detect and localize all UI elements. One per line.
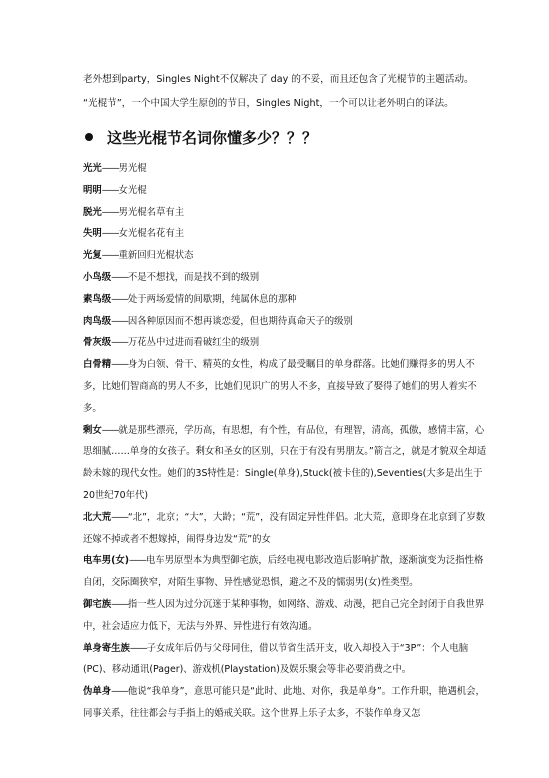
glossary-entry bbox=[83, 638, 487, 682]
glossary-entry bbox=[83, 180, 487, 202]
entry-definition: 女光棍名花有主 bbox=[118, 228, 185, 240]
entry-definition: 女光棍 bbox=[118, 184, 147, 196]
entry-term: 骨灰级 bbox=[83, 337, 112, 349]
entry-definition: 子女成年后仍与父母同住，借以节省生活开支，收入却投入于“3P”：个人电脑(PC)、移动通讯(Pager)、游戏机(Playstation)及娱乐聚会等非必要消费之中。 bbox=[83, 642, 469, 676]
entry-separator: —— bbox=[111, 359, 128, 371]
glossary-entry bbox=[83, 267, 487, 289]
entry-separator: —— bbox=[129, 642, 147, 654]
entry-term: 素鸟级 bbox=[83, 293, 112, 305]
entry-term: 失明 bbox=[83, 228, 102, 240]
glossary-entry bbox=[83, 354, 487, 419]
glossary-entry bbox=[83, 594, 487, 638]
entry-separator: —— bbox=[101, 184, 119, 196]
entry-term: 光复 bbox=[83, 250, 102, 262]
section-heading bbox=[83, 124, 487, 150]
entry-term: 剩女 bbox=[83, 424, 102, 436]
entry-separator: —— bbox=[111, 337, 128, 349]
bullet-icon bbox=[85, 133, 93, 141]
entry-separator: —— bbox=[111, 293, 128, 305]
glossary-entry bbox=[83, 289, 487, 311]
glossary-entry bbox=[83, 332, 487, 354]
entry-term: 伪单身 bbox=[83, 686, 112, 698]
entry-definition: 男光棍名草有主 bbox=[118, 206, 185, 218]
entry-separator: —— bbox=[101, 228, 119, 240]
intro-line-2: “光棍节”，一个中国大学生原创的节日，Singles Night，一个可以让老外明白的译法。 bbox=[83, 98, 454, 109]
glossary-entry bbox=[83, 681, 487, 725]
entry-term: 电车男(女) bbox=[83, 555, 130, 567]
entry-term: 御宅族 bbox=[83, 598, 112, 610]
entry-separator: —— bbox=[111, 271, 128, 283]
glossary-list bbox=[83, 158, 487, 725]
section-heading-text: 这些光棍节名词你懂多少？？？ bbox=[107, 128, 318, 147]
glossary-entry bbox=[83, 420, 487, 507]
glossary-entry bbox=[83, 202, 487, 224]
intro-line-1: 老外想到party，Singles Night不仅解决了 day 的不妥，而且还包含了光棍节的主题活动。 bbox=[83, 74, 474, 85]
entry-separator: —— bbox=[111, 598, 128, 610]
entry-definition: 因各种原因而不想再谈恋爱，但也期待真命天子的级别 bbox=[127, 315, 353, 327]
entry-separator: —— bbox=[111, 686, 128, 698]
glossary-entry bbox=[83, 223, 487, 245]
entry-term: 白骨精 bbox=[83, 359, 112, 371]
entry-term: 脱光 bbox=[83, 206, 102, 218]
glossary-entry bbox=[83, 311, 487, 333]
entry-definition: 他说“我单身”，意思可能只是“此时、此地、对你，我是单身”。工作升职，艳遇机会，同事关系，往往都会与手指上的婚戒关联。这个世界上乐子太多，不装作单身又怎 bbox=[83, 686, 485, 719]
glossary-entry bbox=[83, 550, 487, 594]
glossary-entry bbox=[83, 507, 487, 551]
entry-definition: 处于两场爱情的间歇期，纯属休息的那种 bbox=[127, 293, 297, 305]
entry-separator: —— bbox=[101, 163, 119, 174]
entry-separator: —— bbox=[111, 315, 128, 327]
entry-definition: “北”，北京；“大”，大龄；“荒”，没有固定异性伴侣。北大荒，意即身在北京到了岁数还嫁不掉或者不想嫁掉，闹得身边发“荒”的女 bbox=[83, 511, 486, 545]
entry-definition: 重新回归光棍状态 bbox=[118, 250, 194, 262]
entry-definition: 指一些人因为过分沉迷于某种事物，如网络、游戏、动漫，把自己完全封闭于自我世界中，社会适应力低下，无法与外界、异性进行有效沟通。 bbox=[83, 598, 485, 632]
entry-separator: —— bbox=[111, 511, 128, 523]
entry-term: 光光 bbox=[83, 163, 102, 174]
entry-definition: 万花丛中过进而看破红尘的级别 bbox=[127, 337, 260, 349]
entry-separator: —— bbox=[129, 555, 146, 567]
entry-term: 肉鸟级 bbox=[83, 315, 112, 327]
entry-term: 北大荒 bbox=[83, 511, 112, 523]
entry-term: 单身寄生族 bbox=[83, 642, 130, 654]
entry-definition: 不是不想找，而是找不到的级别 bbox=[127, 271, 260, 283]
entry-definition: 电车男原型本为典型御宅族，后经电视电影改造后影响扩散，逐渐演变为泛指性格自闭，交际圈狭窄，对陌生事物、异性感觉恐惧，避之不及的懦弱男(女)性类型。 bbox=[83, 555, 484, 589]
entry-definition: 身为白领、骨干、精英的女性，构成了最受瞩目的单身群落。比她们赚得多的男人不多，比她们智商高的男人不多，比她们见识广的男人不多，直接导致了娶得了她们的男人着实不多。 bbox=[83, 359, 477, 414]
entry-separator: —— bbox=[101, 206, 119, 218]
entry-definition: 就是那些漂亮，学历高，有思想，有个性，有品位，有理智，清高，孤傲，感情丰富，心思细腻……单身的女孩子。剩女和圣女的区别，只在于有没有男朋友。”箭言之，就是才貌双全却适龄未嫁的现代女性。她们的3S特性是：Single(单身),Stuck(被卡住的),Seventies(大多是出生于20世纪70年代) bbox=[83, 424, 487, 501]
entry-separator: —— bbox=[101, 250, 119, 262]
entry-term: 小鸟级 bbox=[83, 271, 112, 283]
entry-definition: 男光棍 bbox=[118, 163, 147, 174]
entry-term: 明明 bbox=[83, 184, 102, 196]
glossary-entry bbox=[83, 158, 487, 180]
glossary-entry bbox=[83, 245, 487, 267]
entry-separator: —— bbox=[101, 424, 119, 436]
